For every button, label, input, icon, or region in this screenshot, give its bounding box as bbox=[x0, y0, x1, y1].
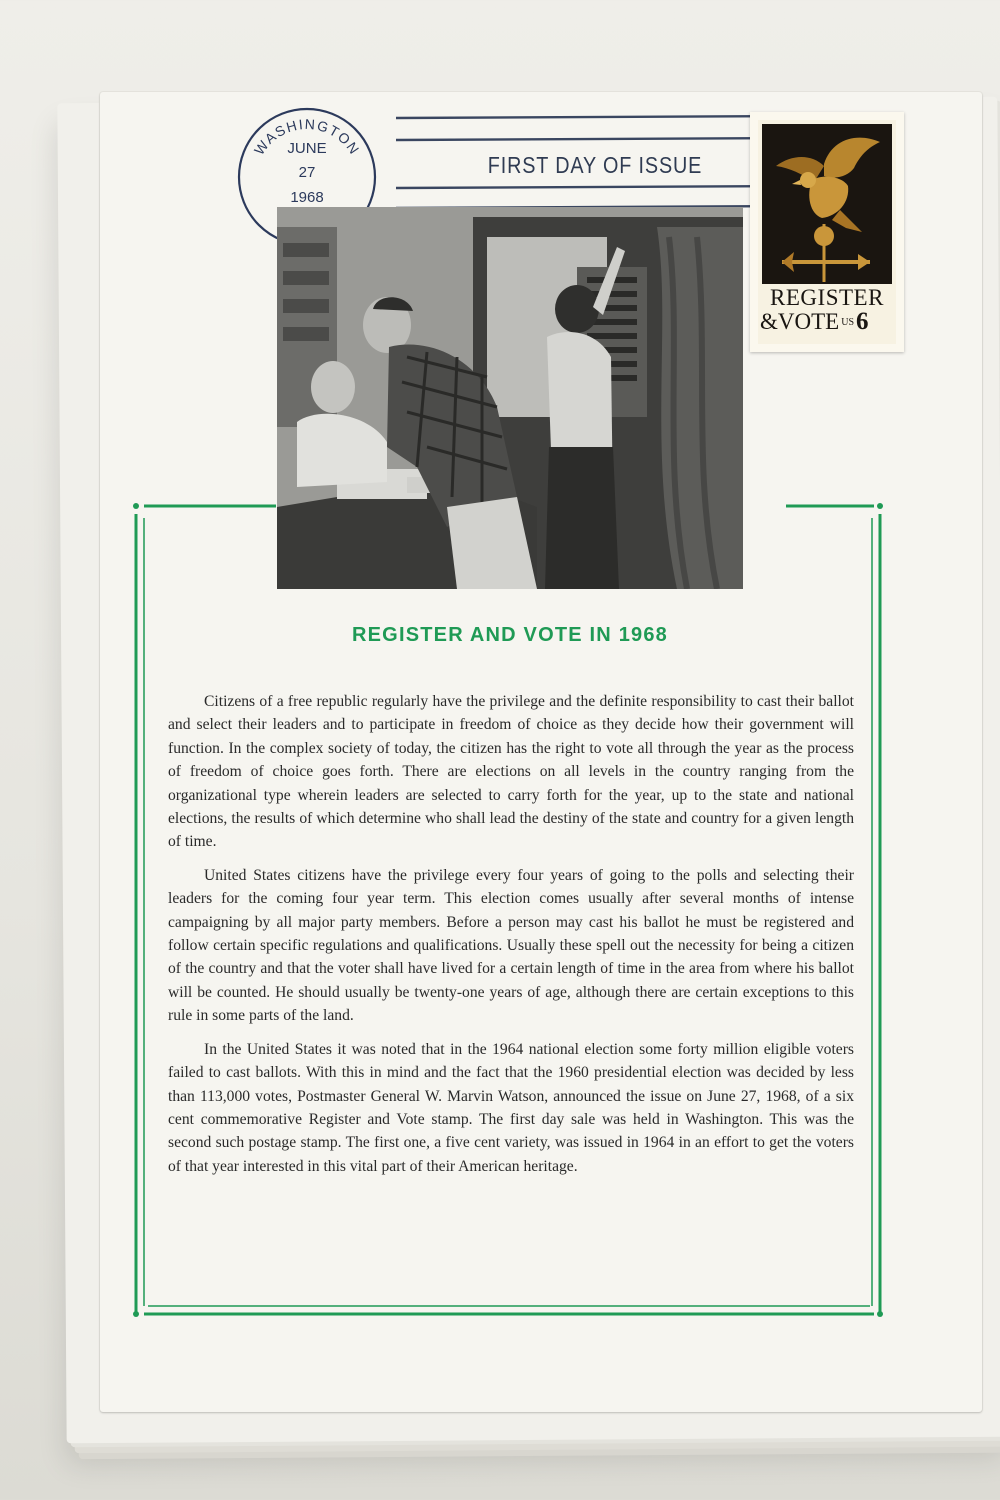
eagle-weathervane-icon bbox=[762, 124, 892, 284]
stamp-line-1: REGISTER bbox=[770, 285, 884, 310]
postage-stamp bbox=[750, 112, 904, 352]
stamp-country: US bbox=[841, 317, 855, 328]
stamp-value: 6 bbox=[856, 308, 869, 335]
postmark-day: 27 bbox=[298, 164, 316, 181]
stamp-vote-text: &VOTE bbox=[760, 309, 840, 334]
first-day-of-issue-text: FIRST DAY OF ISSUE bbox=[487, 152, 703, 178]
paragraph: In the United States it was noted that in the 1964 national election some forty million eligible voters failed to cast ballots. With this in mind and the fact that the 1960 presidential election was decided by less than 113,000 votes, Postmaster General W. Marvin Watson, announced the issue on June 27, 1968, of a six cent commemorative Register and Vote stamp. The first day sale was held in Washington. This was the second such postage stamp. The first one, a five cent variety, was issued in 1964 in an effort to get the voters of that year interested in this vital part of their American heritage. bbox=[168, 1040, 854, 1175]
postmark-city: WASHINGTON bbox=[250, 115, 364, 158]
paragraph: Citizens of a free republic regularly have the privilege and the definite responsibility to cast their ballot and select their leaders and to participate in freedom of choice as they decide how their government will function. In the complex society of today, the citizen has the right to vote all through the year as the process of freedom of choice goes forth. There are elections on all levels in the country ranging from the organizational type wherein leaders are selected to carry forth for the year, up to the state and national elections, the results of which determine who shall lead the destiny of the state and country for a given length of time. bbox=[168, 693, 854, 851]
article-body bbox=[168, 690, 854, 1188]
paragraph: United States citizens have the privilege every four years of going to the polls and selecting their leaders for the coming four year term. This election comes usually after several months of intense campaigning by all major party members. Before a person may cast his ballot he must be registered and follow certain specific regulations and qualifications. Usually these spell out the necessity for being a citizen of the country and that the voter shall have lived for a certain length of time in the area from where his ballot will be counted. He should usually be twenty-one years of age, although there are certain exceptions to this rule in some parts of the land. bbox=[168, 866, 854, 1025]
postmark-year: 1968 bbox=[290, 189, 324, 206]
article-title: REGISTER AND VOTE IN 1968 bbox=[352, 624, 668, 646]
postmark-month: JUNE bbox=[287, 140, 327, 157]
stamp-line-2 bbox=[760, 310, 894, 335]
